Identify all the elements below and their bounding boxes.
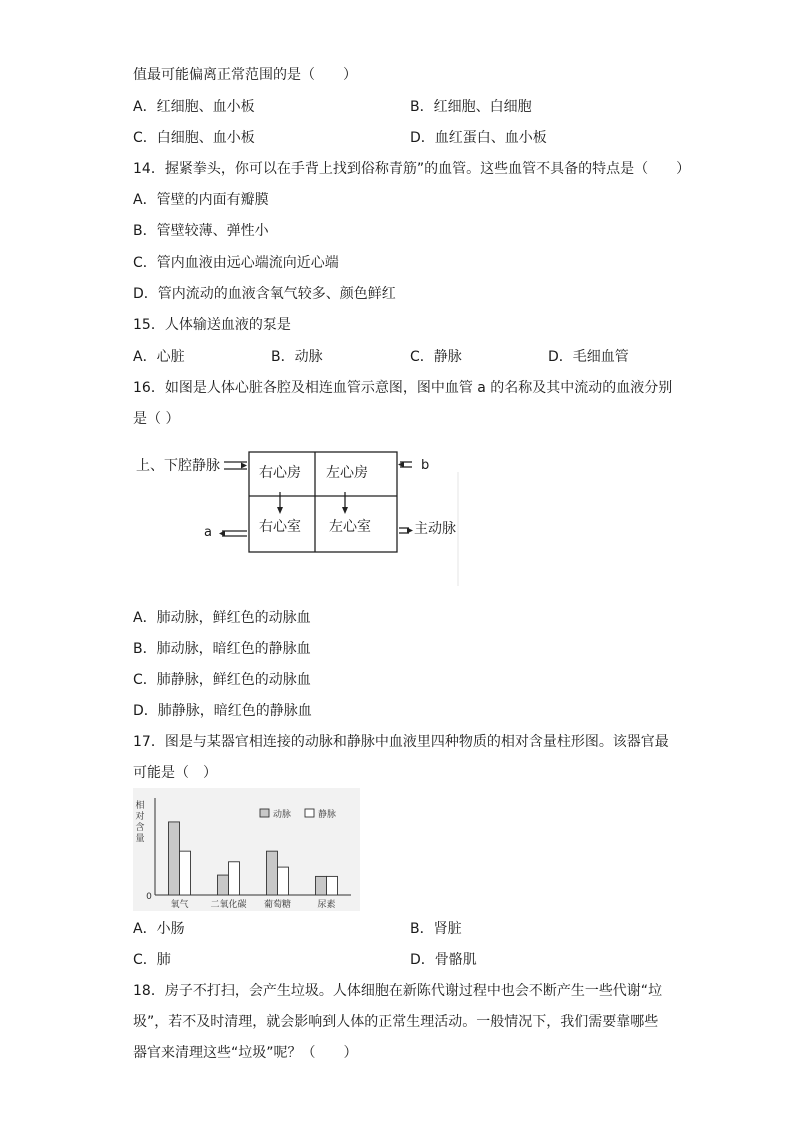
bar-静脉 [327, 876, 338, 895]
q15-option-d: D．毛细血管 [548, 349, 629, 365]
q13-stem: 值最可能偏离正常范围的是（ ） [133, 67, 357, 83]
q17-option-d: D．骨骼肌 [410, 952, 477, 968]
bar-静脉 [229, 862, 240, 895]
bar-动脉 [169, 822, 180, 895]
origin-label: 0 [146, 892, 152, 902]
bar-chart-svg [133, 788, 360, 911]
q17-option-c: C．肺 [133, 952, 171, 968]
bar-chart [133, 788, 360, 911]
y-axis-label-char: 含 [135, 823, 145, 833]
q17-stem-line1: 17．图是与某器官相连接的动脉和静脉中血液里四种物质的相对含量柱形图。该器官最 [133, 734, 669, 750]
x-tick-label: 尿素 [317, 900, 336, 910]
vessel-a-label: a [204, 525, 212, 540]
q17-stem-line2: 可能是（ ） [133, 765, 217, 781]
legend-label: 动脉 [273, 810, 292, 820]
q14-option-d: D．管内流动的血液含氧气较多、颜色鲜红 [133, 286, 396, 302]
aorta-label: 主动脉 [414, 521, 456, 537]
legend-swatch-动脉 [260, 809, 269, 817]
q15-option-c: C．静脉 [410, 349, 462, 365]
q15-option-a: A．心脏 [133, 349, 185, 365]
vessel-b-label: b [421, 458, 430, 473]
q16-option-c: C．肺静脉，鲜红色的动脉血 [133, 672, 311, 688]
q16-stem-line2: 是（ ） [133, 411, 180, 427]
left-ventricle-label: 左心室 [329, 519, 371, 535]
x-tick-label: 葡萄糖 [263, 900, 292, 910]
bar-静脉 [278, 867, 289, 895]
q15-option-b: B．动脉 [271, 349, 323, 365]
q16-option-d: D．肺静脉，暗红色的静脉血 [133, 703, 312, 719]
q18-line2: 圾”，若不及时清理，就会影响到人体的正常生理活动。一般情况下，我们需要靠哪些 [133, 1014, 659, 1030]
right-ventricle-label: 右心室 [259, 519, 301, 535]
q14-option-a: A．管壁的内面有瓣膜 [133, 192, 269, 208]
q17-option-a: A．小肠 [133, 921, 185, 937]
bar-动脉 [267, 851, 278, 895]
q15-stem: 15．人体输送血液的泵是 [133, 317, 291, 333]
q14-stem: 14．握紧拳头，你可以在手背上找到俗称青筋”的血管。这些血管不具备的特点是（ ） [133, 161, 691, 177]
q17-option-b: B．肾脏 [410, 921, 462, 937]
bar-动脉 [316, 876, 327, 895]
x-tick-label: 氧气 [170, 900, 189, 910]
q13-option-a: A．红细胞、血小板 [133, 99, 255, 115]
q18-line3: 器官来清理这些“垃圾”呢？（ ） [133, 1045, 358, 1061]
q16-option-b: B．肺动脉，暗红色的静脉血 [133, 641, 311, 657]
q16-option-a: A．肺动脉，鲜红色的动脉血 [133, 610, 311, 626]
y-axis-label-char: 对 [135, 812, 145, 822]
vena-cava-label: 上、下腔静脉 [136, 458, 220, 474]
q13-option-b: B．红细胞、白细胞 [410, 99, 532, 115]
legend-label: 静脉 [318, 810, 337, 820]
q14-option-b: B．管壁较薄、弹性小 [133, 223, 269, 239]
q13-option-c: C．白细胞、血小板 [133, 130, 255, 146]
q18-line1: 18．房子不打扫，会产生垃圾。人体细胞在新陈代谢过程中也会不断产生一些代谢“垃 [133, 983, 663, 999]
q16-stem-line1: 16．如图是人体心脏各腔及相连血管示意图，图中血管 a 的名称及其中流动的血液分别 [133, 380, 673, 396]
bar-动脉 [218, 875, 229, 895]
y-axis-label-char: 量 [135, 834, 145, 844]
y-axis-label-char: 相 [135, 801, 145, 811]
legend-swatch-静脉 [305, 809, 314, 817]
q14-option-c: C．管内血液由远心端流向近心端 [133, 255, 339, 271]
left-atrium-label: 左心房 [326, 465, 368, 481]
right-atrium-label: 右心房 [259, 465, 301, 481]
bar-静脉 [180, 851, 191, 895]
x-tick-label: 二氧化碳 [210, 900, 247, 910]
q13-option-d: D．血红蛋白、血小板 [410, 130, 547, 146]
heart-diagram [132, 448, 462, 588]
